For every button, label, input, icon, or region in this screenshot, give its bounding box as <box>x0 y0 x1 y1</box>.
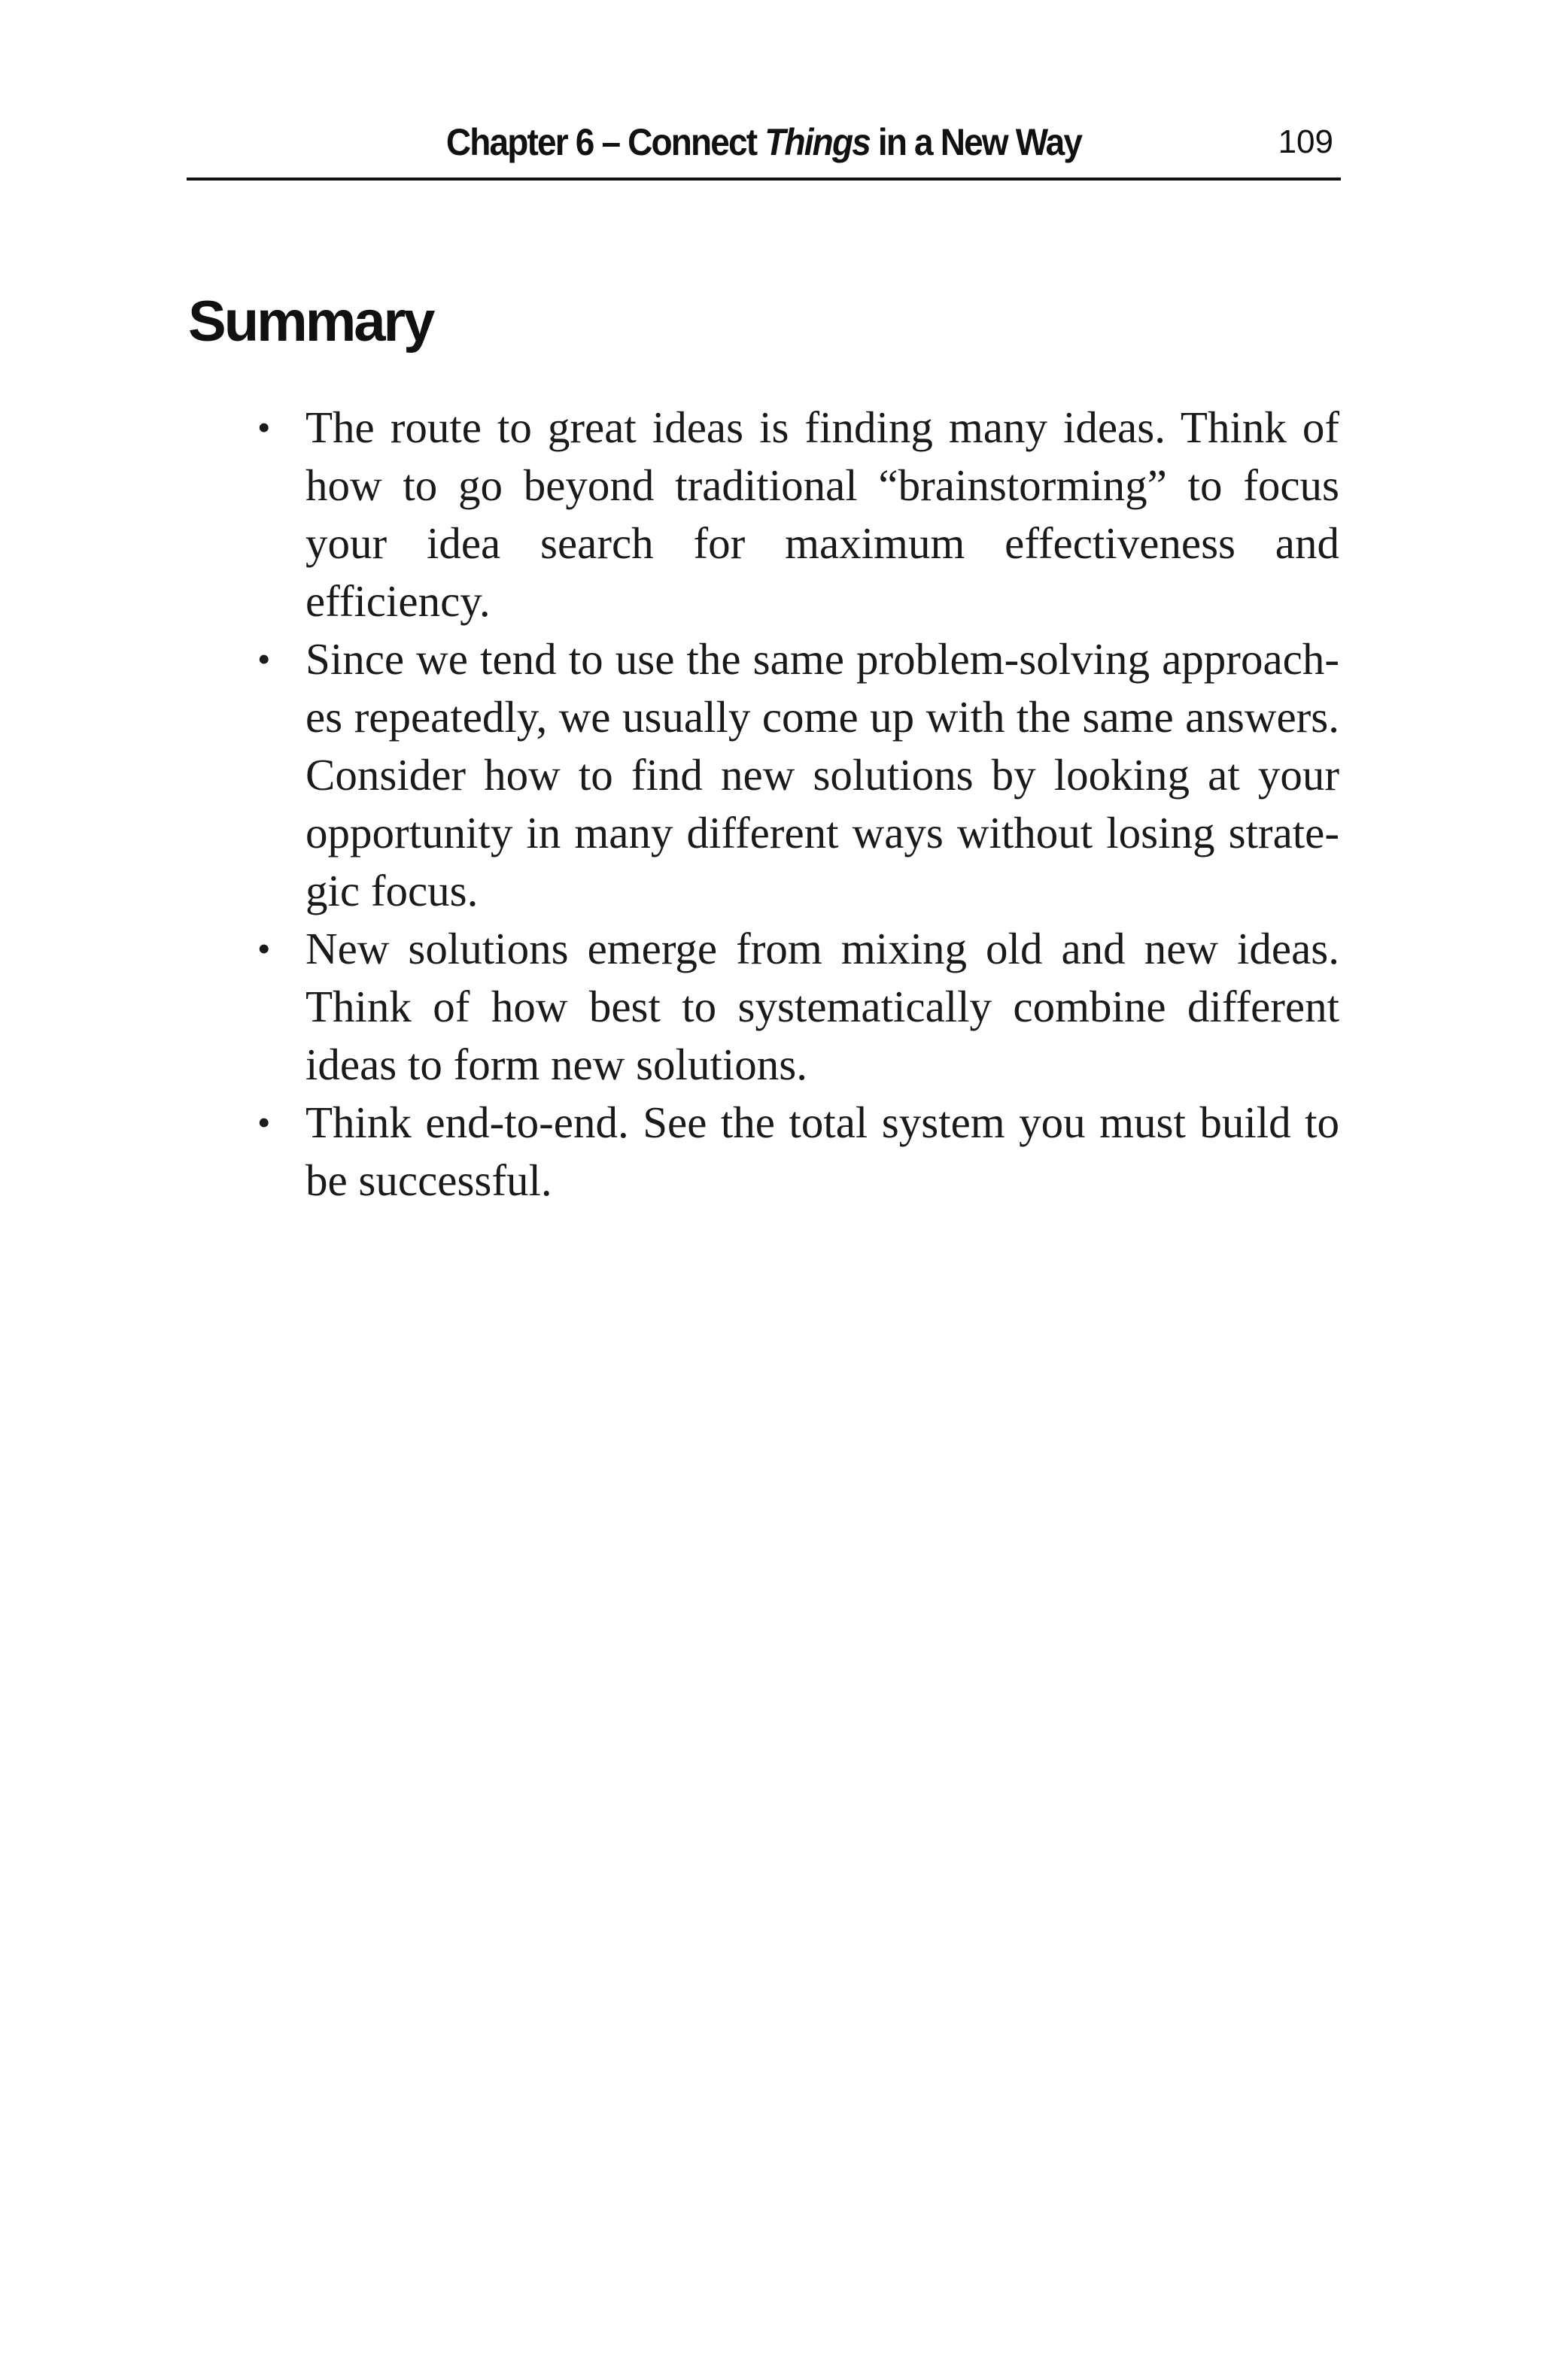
list-item-text: Since we tend to use the same problem-solving approaches repeatedly, we usually come up with the same answers. Consider how to find new solutions by looking at your opportunity in many different ways without losing strategic focus. <box>305 634 1339 915</box>
chapter-title <box>233 120 1294 164</box>
bullet-icon: • <box>257 638 271 680</box>
list-item <box>248 1094 1339 1210</box>
list-item-text: New solutions emerge from mixing old and new ideas. Think of how best to systematically combine different ideas to form new solutions. <box>305 924 1339 1089</box>
list-item-text: Think end-to-end. See the total system you must build to be successful. <box>305 1097 1339 1205</box>
chapter-title-italic: Things <box>764 121 870 163</box>
bullet-icon: • <box>257 1101 271 1143</box>
bullet-icon: • <box>257 927 271 970</box>
list-item <box>248 630 1339 920</box>
section-heading: Summary <box>188 290 433 354</box>
running-head <box>187 113 1341 181</box>
list-item-text: The route to great ideas is finding many ideas. Think of how to go beyond traditional “brainstorming” to focus your idea search for maximum effectiveness and efficiency. <box>305 402 1339 626</box>
bullet-icon: • <box>257 406 271 448</box>
chapter-title-suffix: in a New Way <box>869 121 1082 163</box>
page-number: 109 <box>1278 123 1333 160</box>
list-item <box>248 920 1339 1094</box>
summary-list <box>248 399 1339 1210</box>
chapter-title-prefix: Chapter 6 – Connect <box>445 121 765 163</box>
list-item <box>248 399 1339 630</box>
